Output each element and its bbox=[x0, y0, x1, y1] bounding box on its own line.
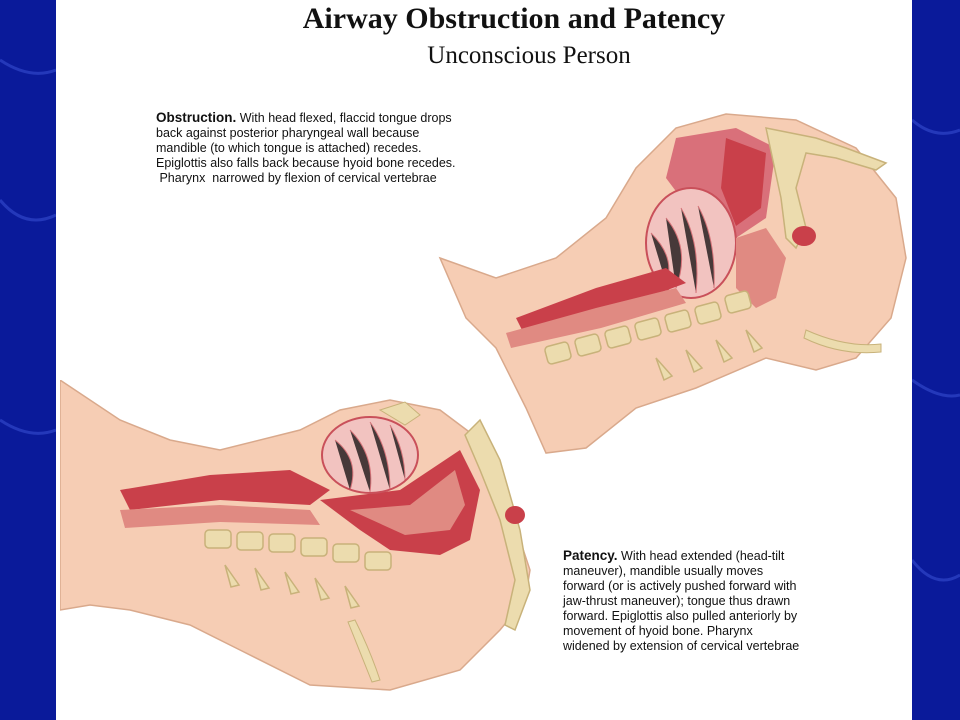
patency-line: forward (or is actively pushed forward with bbox=[563, 579, 797, 593]
obstruction-line: With head flexed, flaccid tongue drops bbox=[239, 111, 452, 125]
patency-heading: Patency. bbox=[563, 548, 618, 563]
patency-caption bbox=[563, 548, 883, 654]
obstruction-line: Epiglottis also falls back because hyoid bone recedes. bbox=[156, 156, 456, 170]
obstruction-line: back against posterior pharyngeal wall because bbox=[156, 126, 420, 140]
patency-illustration bbox=[60, 380, 580, 700]
obstruction-line: Pharynx narrowed by flexion of cervical vertebrae bbox=[156, 171, 437, 185]
patency-line: widened by extension of cervical vertebrae bbox=[563, 639, 800, 653]
page-title: Airway Obstruction and Patency bbox=[302, 2, 726, 35]
patency-line: forward. Epiglottis also pulled anteriorly by bbox=[563, 609, 798, 623]
patency-line: maneuver), mandible usually moves bbox=[563, 564, 764, 578]
slide bbox=[56, 0, 912, 720]
patency-line: jaw-thrust maneuver); tongue thus drawn bbox=[563, 594, 791, 608]
page-subtitle: Unconscious Person bbox=[427, 42, 631, 69]
obstruction-line: mandible (to which tongue is attached) recedes. bbox=[156, 141, 422, 155]
patency-line: With head extended (head-tilt bbox=[621, 549, 785, 563]
patency-line: movement of hyoid bone. Pharynx bbox=[563, 624, 753, 638]
obstruction-heading: Obstruction. bbox=[156, 110, 237, 125]
